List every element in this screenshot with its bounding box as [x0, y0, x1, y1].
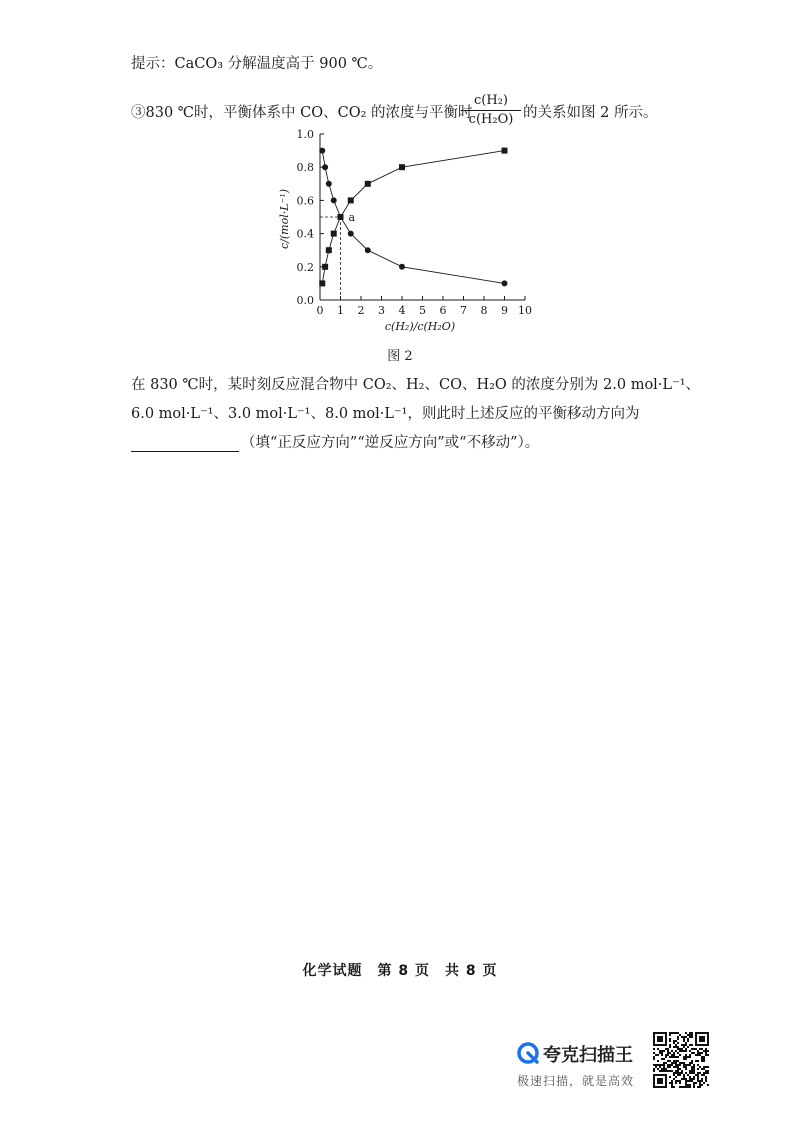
circle-data-point	[331, 197, 337, 203]
x-axis-label: c(H₂)/c(H₂O)	[384, 320, 456, 333]
y-tick-label: 0.6	[296, 194, 314, 208]
answer-blank[interactable]	[131, 437, 239, 452]
x-tick-label: 6	[439, 304, 447, 317]
y-tick-label: 0.2	[296, 260, 314, 274]
x-tick-label: 8	[480, 304, 488, 317]
x-tick-label: 0	[316, 304, 324, 317]
square-data-point	[348, 197, 354, 203]
circle-data-point	[365, 247, 371, 253]
square-data-point	[331, 231, 337, 237]
fraction-numerator: c(H₂)	[461, 93, 521, 111]
y-tick-label: 0.4	[296, 227, 314, 241]
intersection-label: a	[348, 211, 356, 224]
square-data-point	[502, 148, 508, 154]
x-tick-label: 9	[501, 304, 508, 317]
circle-data-point	[322, 164, 328, 170]
y-tick-label: 1.0	[296, 128, 314, 141]
paragraph-line-1: 在 830 ℃时，某时刻反应混合物中 CO₂、H₂、CO、H₂O 的浓度分别为 2.0 mol·L⁻¹、	[131, 377, 701, 393]
circle-data-point	[348, 231, 354, 237]
figure-caption: 图 2	[387, 349, 413, 364]
square-data-point	[399, 164, 405, 170]
paragraph-line-3	[131, 431, 539, 452]
x-tick-label: 7	[460, 304, 467, 317]
y-tick-label: 0.8	[296, 161, 314, 175]
x-tick-label: 3	[378, 304, 385, 317]
question-3-suffix: 的关系如图 2 所示。	[523, 105, 658, 121]
figure-2-chart	[270, 124, 540, 339]
x-tick-label: 2	[357, 304, 365, 317]
x-tick-label: 4	[398, 304, 406, 317]
y-axis-label: c/(mol·L⁻¹)	[278, 188, 291, 250]
chart-marks	[319, 148, 507, 287]
x-tick-label: 10	[518, 304, 532, 317]
y-tick-label: 0.0	[296, 294, 314, 307]
square-data-point	[326, 247, 332, 253]
circle-data-point	[399, 264, 405, 270]
chart-guides	[320, 217, 341, 300]
hint-text: 提示：CaCO₃ 分解温度高于 900 ℃。	[131, 56, 383, 72]
brand-slogan: 极速扫描，就是高效	[517, 1074, 635, 1088]
x-tick-label: 5	[419, 304, 426, 317]
circle-data-point	[319, 148, 325, 154]
square-data-point	[322, 264, 328, 270]
paragraph-line-2: 6.0 mol·L⁻¹、3.0 mol·L⁻¹、8.0 mol·L⁻¹，则此时上述反应的平衡移动方向为	[131, 406, 640, 422]
page-footer: 化学试题 第 8 页 共 8 页	[302, 963, 498, 979]
circle-data-point	[338, 214, 344, 220]
circle-data-point	[502, 280, 508, 286]
circle-data-point	[326, 181, 332, 187]
ratio-fraction	[461, 93, 521, 128]
chart-ticks	[297, 128, 533, 317]
square-data-point	[319, 280, 325, 286]
qr-code-icon	[653, 1032, 709, 1088]
brand-name: 夸克扫描王	[543, 1045, 633, 1066]
x-tick-label: 1	[337, 304, 344, 317]
scanner-logo-icon	[517, 1042, 539, 1064]
fraction-denominator: c(H₂O)	[468, 112, 514, 127]
question-3-prefix: ③830 ℃时，平衡体系中 CO、CO₂ 的浓度与平衡时	[131, 105, 473, 121]
paragraph-line-3-text: （填“正反应方向”“逆反应方向”或“不移动”）。	[241, 435, 540, 451]
square-data-point	[365, 181, 371, 187]
